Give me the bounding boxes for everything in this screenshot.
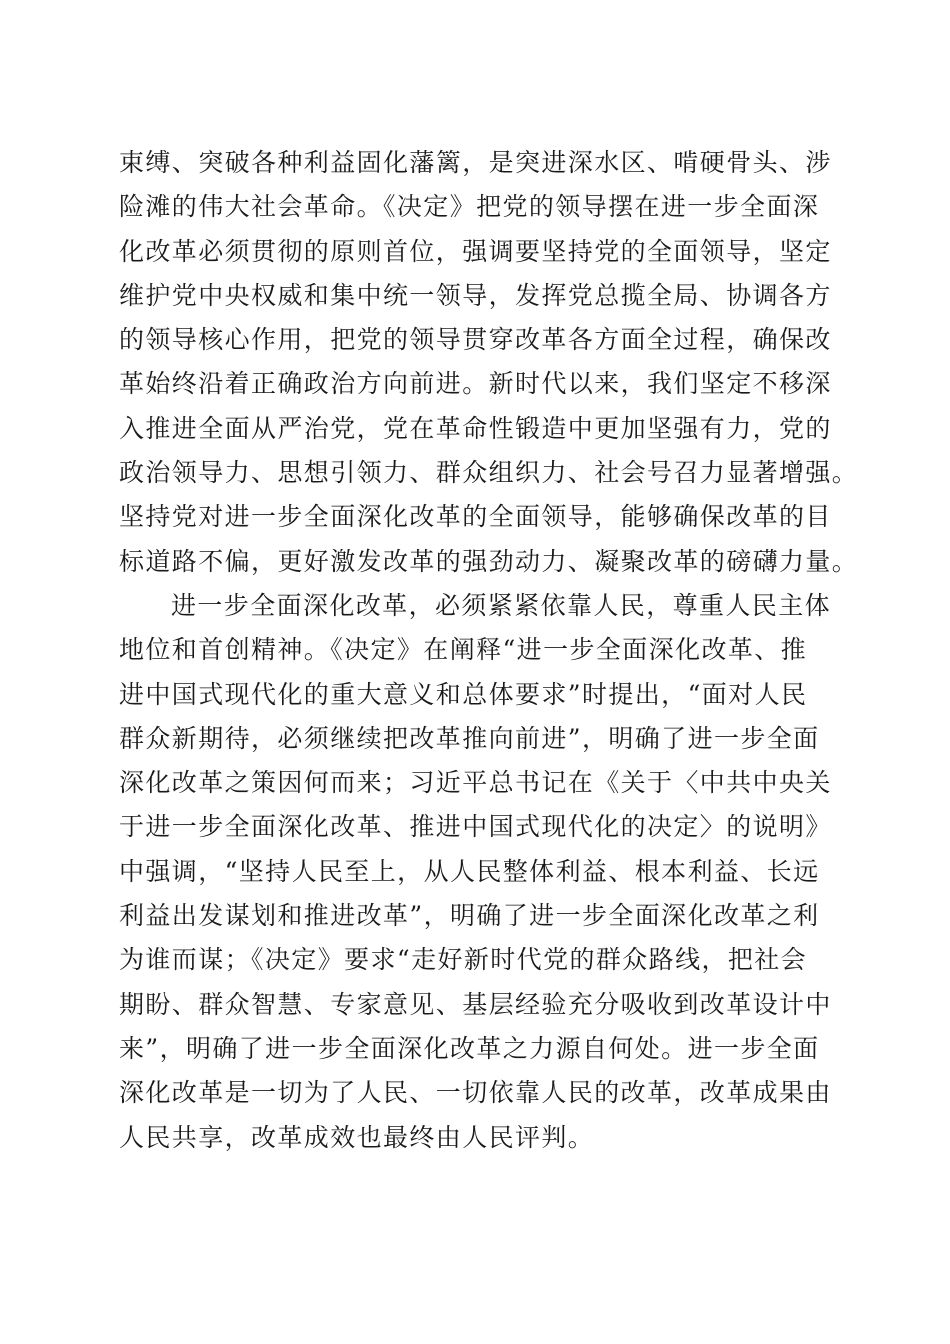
text-line: 来”，明确了进一步全面深化改革之力源自何处。进一步全面	[119, 1033, 820, 1063]
text-line: 深化改革是一切为了人民、一切依靠人民的改革，改革成果由	[119, 1078, 832, 1108]
text-line: 维护党中央权威和集中统一领导，发挥党总揽全局、协调各方	[119, 280, 832, 310]
text-line: 群众新期待，必须继续把改革推向前进”，明确了进一步全面	[119, 723, 820, 753]
text-line: 进一步全面深化改革，必须紧紧依靠人民，尊重人民主体	[171, 590, 832, 620]
text-line: 险滩的伟大社会革命。《决定》把党的领导摆在进一步全面深	[119, 192, 820, 222]
body-text	[119, 141, 859, 1160]
text-line: 化改革必须贯彻的原则首位，强调要坚持党的全面领导，坚定	[119, 236, 832, 266]
text-line: 政治领导力、思想引领力、群众组织力、社会号召力显著增强。	[119, 458, 859, 488]
text-line: 的领导核心作用，把党的领导贯穿改革各方面全过程，确保改	[119, 325, 832, 355]
text-line: 坚持党对进一步全面深化改革的全面领导，能够确保改革的目	[119, 502, 832, 532]
text-line: 束缚、突破各种利益固化藩篱，是突进深水区、啃硬骨头、涉	[119, 148, 832, 177]
text-line: 革始终沿着正确政治方向前进。新时代以来，我们坚定不移深	[119, 369, 832, 399]
text-line: 中强调，“坚持人民至上，从人民整体利益、根本利益、长远	[119, 856, 820, 886]
paragraph-1	[119, 141, 859, 584]
text-line: 为谁而谋；《决定》要求“走好新时代党的群众路线，把社会	[119, 945, 808, 975]
text-line: 人民共享，改革成效也最终由人民评判。	[119, 1122, 595, 1152]
text-line: 地位和首创精神。《决定》在阐释“进一步全面深化改革、推	[119, 635, 808, 665]
text-line: 入推进全面从严治党，党在革命性锻造中更加坚强有力，党的	[119, 413, 832, 443]
text-line: 于进一步全面深化改革、推进中国式现代化的决定〉的说明》	[119, 812, 832, 842]
text-line: 进中国式现代化的重大意义和总体要求”时提出，“面对人民	[119, 679, 808, 709]
paragraph-2	[119, 584, 839, 1160]
text-line: 期盼、群众智慧、专家意见、基层经验充分吸收到改革设计中	[119, 989, 832, 1019]
text-line: 深化改革之策因何而来；习近平总书记在《关于〈中共中央关	[119, 768, 832, 798]
text-line: 标道路不偏，更好激发改革的强劲动力、凝聚改革的磅礴力量。	[119, 546, 859, 576]
text-line: 利益出发谋划和推进改革”，明确了进一步全面深化改革之利	[119, 901, 820, 931]
